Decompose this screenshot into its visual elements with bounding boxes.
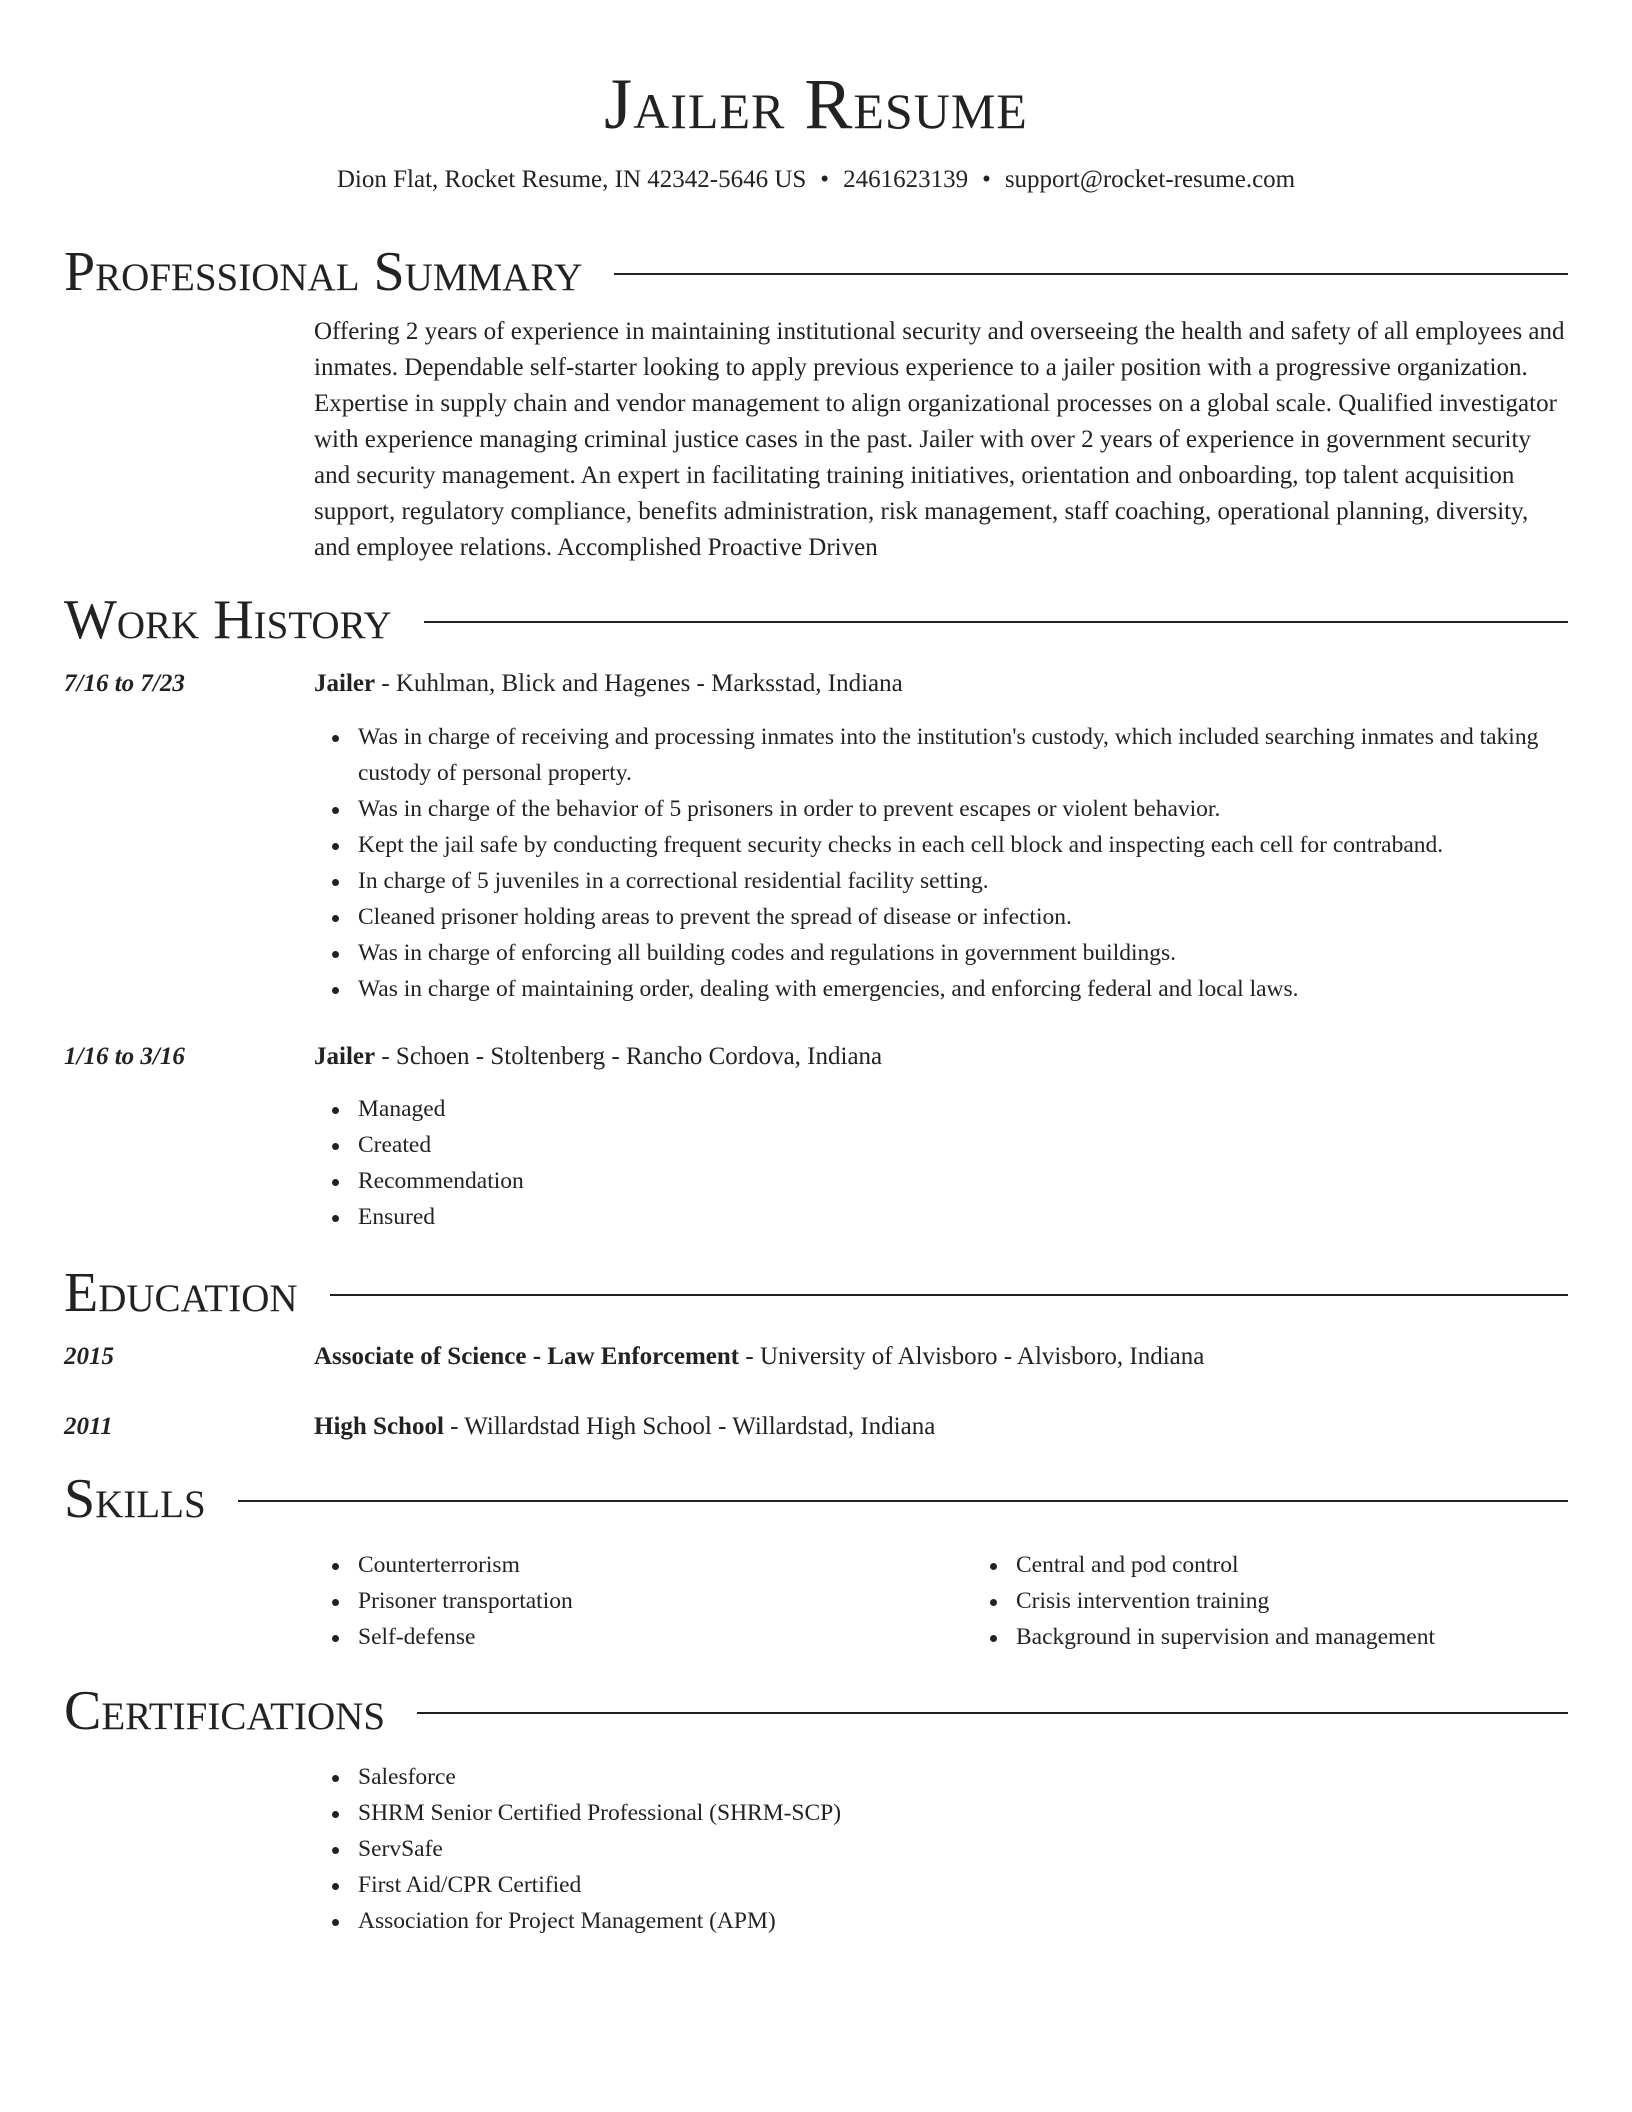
list-item: Kept the jail safe by conducting frequent security checks in each cell block and inspecting each cell for contraband. — [358, 827, 1568, 863]
section-title: Education — [64, 1262, 298, 1324]
section-heading-skills — [64, 1467, 1568, 1531]
list-item: Crisis intervention training — [1016, 1583, 1630, 1619]
job-title: Jailer — [314, 1043, 376, 1070]
section-title: Professional Summary — [64, 241, 583, 303]
list-item: Was in charge of maintaining order, dealing with emergencies, and enforcing federal and local laws. — [358, 971, 1568, 1007]
job-heading — [314, 666, 1568, 702]
job-entry — [64, 1039, 1568, 1235]
education-entry — [64, 1339, 1568, 1375]
list-item: Managed — [358, 1091, 1568, 1127]
list-item: In charge of 5 juveniles in a correctional residential facility setting. — [358, 863, 1568, 899]
job-dates: 7/16 to 7/23 — [64, 670, 185, 697]
summary-text: Offering 2 years of experience in maintaining institutional security and overseeing the health and safety of all employees and inmates. Dependable self-starter looking to apply previous experience to a jailer position with a progressive organization. Expertise in supply chain and vendor management to align organizational processes on a global scale. Qualified investigator with experience managing criminal justice cases in the past. Jailer with over 2 years of experience in government security and security management. An expert in facilitating training initiatives, orientation and onboarding, top talent acquisition support, regulatory compliance, benefits administration, risk management, staff coaching, operational planning, diversity, and employee relations. Accomplished Proactive Driven — [314, 318, 1565, 561]
education-degree: Associate of Science - Law Enforcement — [314, 1343, 740, 1370]
job-details: - Kuhlman, Blick and Hagenes - Marksstad, Indiana — [375, 670, 903, 697]
education-details: - Willardstad High School - Willardstad, Indiana — [443, 1413, 936, 1440]
skills-row — [64, 1547, 1568, 1655]
list-item: Was in charge of enforcing all building codes and regulations in government buildings. — [358, 935, 1568, 971]
resume-title: Jailer Resume — [604, 64, 1028, 144]
section-divider — [614, 273, 1568, 275]
section-divider — [238, 1500, 1568, 1502]
job-entry — [64, 666, 1568, 1007]
contact-phone: 2461623139 — [843, 166, 969, 193]
education-entry — [64, 1409, 1568, 1445]
certifications-row — [64, 1759, 1568, 1939]
job-bullets — [314, 1091, 1568, 1235]
education-heading — [314, 1339, 1568, 1375]
list-item: Ensured — [358, 1199, 1568, 1235]
list-item: First Aid/CPR Certified — [358, 1867, 1568, 1903]
contact-email: support@rocket-resume.com — [1004, 166, 1296, 193]
education-heading — [314, 1409, 1568, 1445]
list-item: Prisoner transportation — [358, 1583, 972, 1619]
section-divider — [330, 1294, 1568, 1296]
education-details: - University of Alvisboro - Alvisboro, Indiana — [739, 1343, 1205, 1370]
list-item: ServSafe — [358, 1831, 1568, 1867]
list-item: Cleaned prisoner holding areas to prevent the spread of disease or infection. — [358, 899, 1568, 935]
section-title: Skills — [64, 1468, 206, 1530]
skills-column-2 — [972, 1547, 1630, 1655]
section-title: Work History — [64, 589, 392, 651]
section-heading-education — [64, 1261, 1568, 1325]
education-year: 2015 — [64, 1343, 114, 1370]
contact-separator: • — [982, 166, 991, 193]
list-item: Background in supervision and management — [1016, 1619, 1630, 1655]
section-divider — [424, 621, 1568, 623]
list-item: Salesforce — [358, 1759, 1568, 1795]
job-bullets — [314, 719, 1568, 1007]
education-year: 2011 — [64, 1413, 113, 1440]
contact-address: Dion Flat, Rocket Resume, IN 42342-5646 US — [336, 166, 807, 193]
section-heading-certifications — [64, 1679, 1568, 1743]
section-title: Certifications — [64, 1680, 386, 1742]
list-item: Created — [358, 1127, 1568, 1163]
skills-list — [314, 1547, 1630, 1655]
contact-separator: • — [820, 166, 830, 193]
job-heading — [314, 1039, 1568, 1075]
section-divider — [417, 1712, 1568, 1714]
list-item: Recommendation — [358, 1163, 1568, 1199]
section-heading-work-history — [64, 588, 1568, 652]
contact-line — [64, 162, 1568, 198]
job-dates: 1/16 to 3/16 — [64, 1043, 185, 1070]
list-item: Was in charge of receiving and processing inmates into the institution's custody, which included searching inmates and taking custody of personal property. — [358, 719, 1568, 791]
list-item: Was in charge of the behavior of 5 prisoners in order to prevent escapes or violent behavior. — [358, 791, 1568, 827]
certifications-list — [314, 1759, 1568, 1939]
job-details: - Schoen - Stoltenberg - Rancho Cordova, Indiana — [375, 1043, 883, 1070]
list-item: Counterterrorism — [358, 1547, 972, 1583]
list-item: Self-defense — [358, 1619, 972, 1655]
education-degree: High School — [314, 1413, 444, 1440]
list-item: SHRM Senior Certified Professional (SHRM-SCP) — [358, 1795, 1568, 1831]
skills-column-1 — [314, 1547, 972, 1655]
section-heading-summary — [64, 240, 1568, 304]
job-title: Jailer — [314, 670, 376, 697]
summary-row — [64, 314, 1568, 566]
list-item: Association for Project Management (APM) — [358, 1903, 1568, 1939]
list-item: Central and pod control — [1016, 1547, 1630, 1583]
